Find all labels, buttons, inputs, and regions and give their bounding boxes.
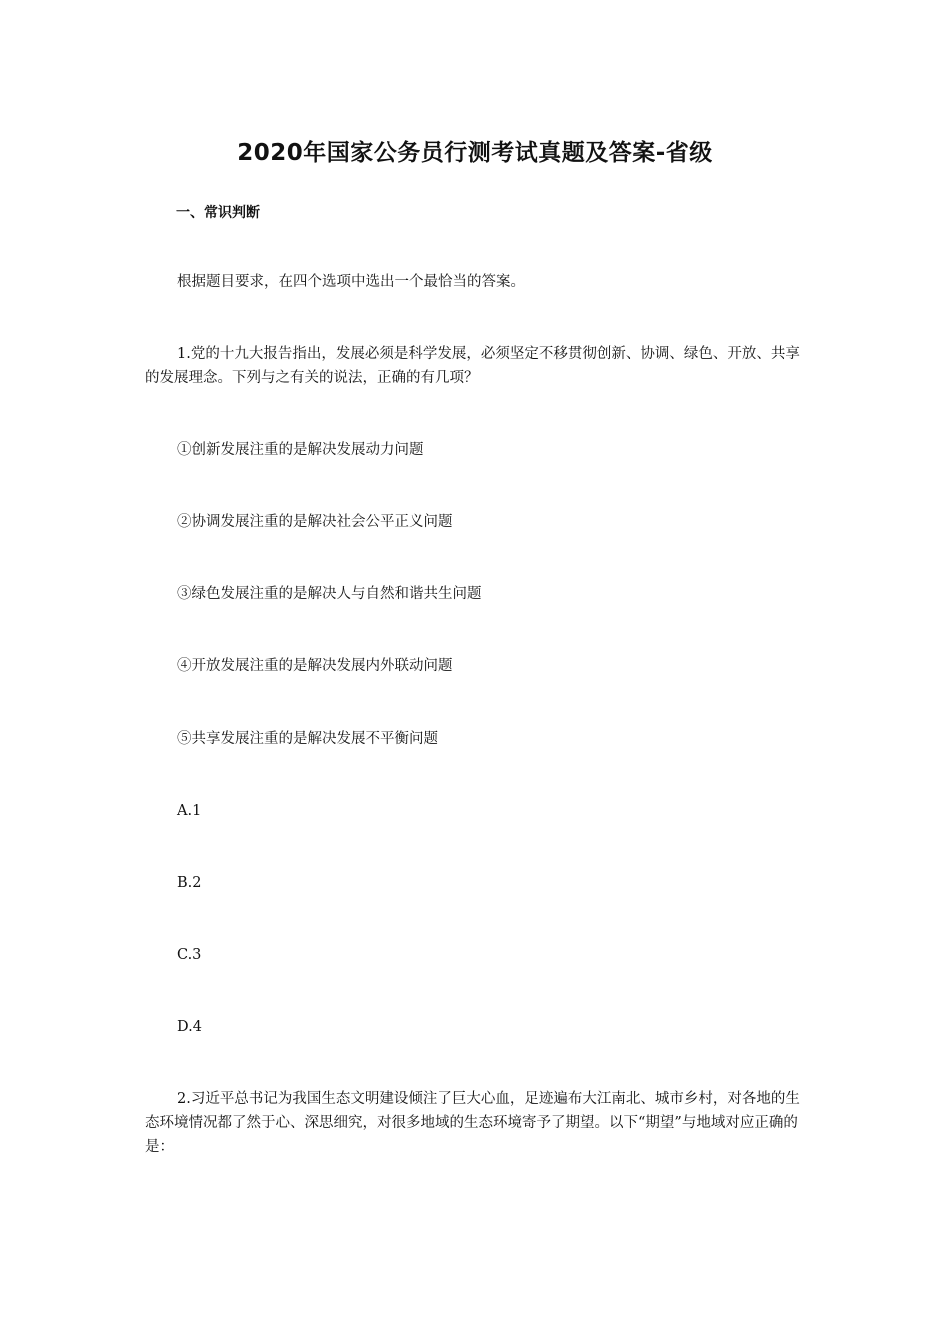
question-1-statement-3: ③绿色发展注重的是解决人与自然和谐共生问题 — [177, 586, 482, 602]
question-1-statement-5: ⑤共享发展注重的是解决发展不平衡问题 — [177, 731, 438, 747]
question-1-option-a: A.1 — [177, 803, 202, 819]
question-1-option-c: C.3 — [177, 947, 202, 963]
instruction-text: 根据题目要求，在四个选项中选出一个最恰当的答案。 — [177, 274, 525, 290]
question-1-option-d: D.4 — [177, 1019, 202, 1035]
question-1-stem: 1.党的十九大报告指出，发展必须是科学发展，必须坚定不移贯彻创新、协调、绿色、开放、共享的发展理念。下列与之有关的说法，正确的有几项？ — [145, 346, 800, 386]
question-1-statement-4: ④开放发展注重的是解决发展内外联动问题 — [177, 658, 453, 674]
question-1-statement-2: ②协调发展注重的是解决社会公平正义问题 — [177, 514, 453, 530]
page-title: 2020年国家公务员行测考试真题及答案-省级 — [237, 140, 713, 166]
section-heading: 一、常识判断 — [176, 205, 260, 221]
question-1-option-b: B.2 — [177, 875, 202, 891]
question-2-stem: 2.习近平总书记为我国生态文明建设倾注了巨大心血，足迹遍布大江南北、城市乡村，对各地的生态环境情况都了然于心、深思细究，对很多地域的生态环境寄予了期望。以下“期望”与地域对应正确的是： — [145, 1091, 800, 1155]
question-1-statement-1: ①创新发展注重的是解决发展动力问题 — [177, 442, 424, 458]
